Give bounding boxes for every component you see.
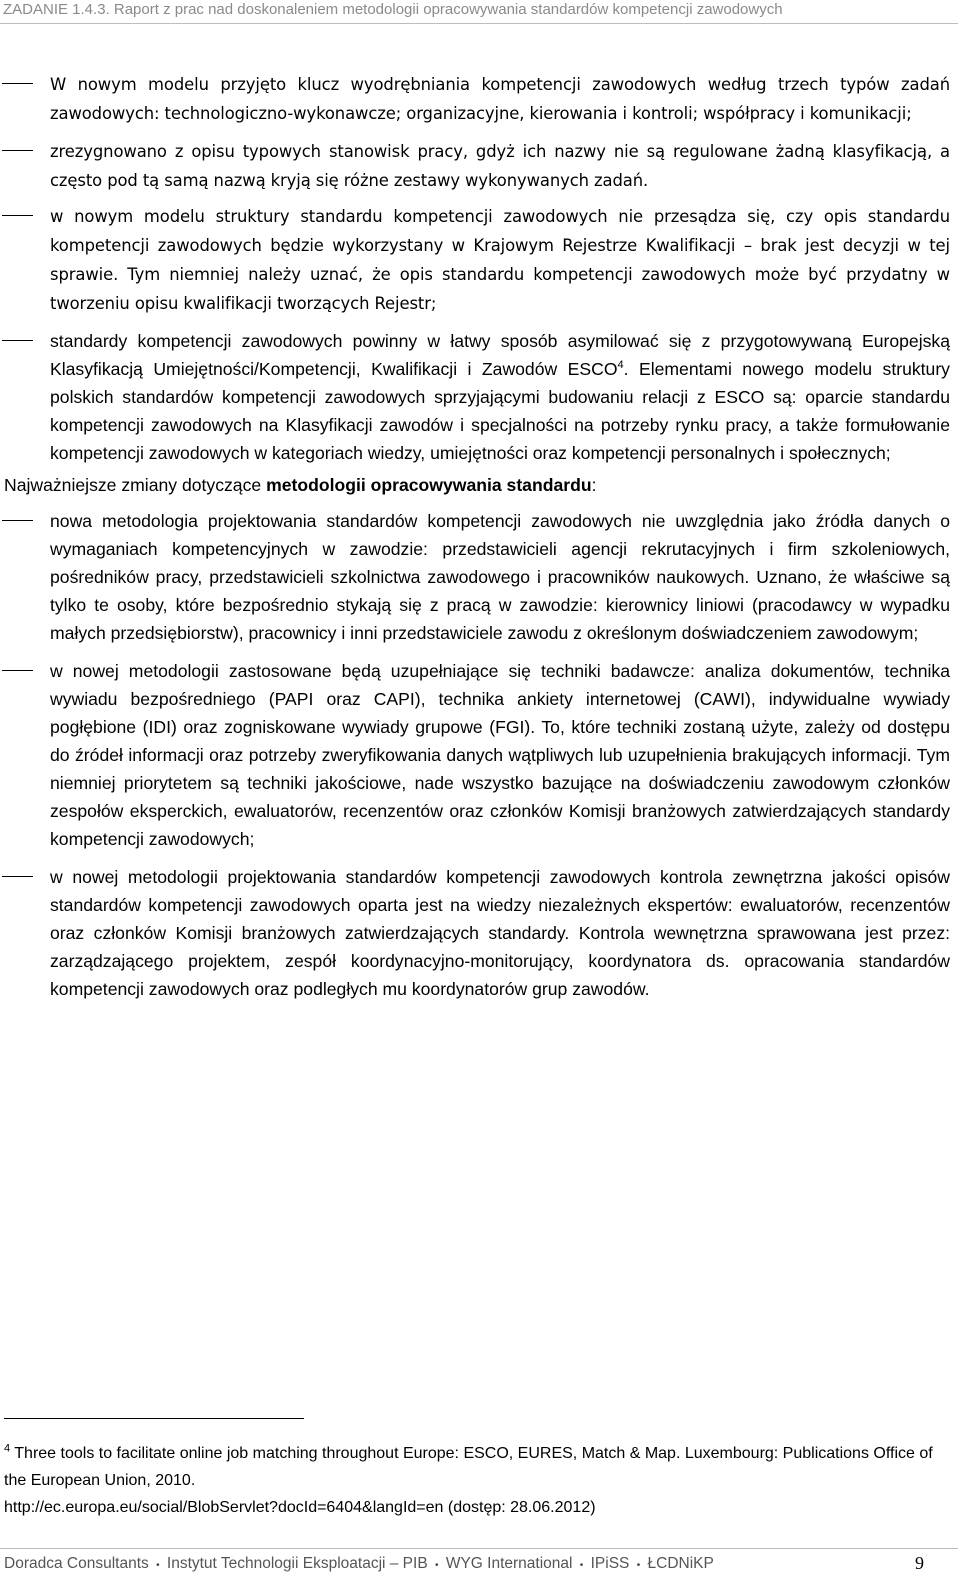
heading-suffix: : (591, 475, 597, 495)
footer-separator: • (636, 1560, 641, 1571)
list-item-text: w nowej metodologii projektowania standardów kompetencji zawodowych kontrola zewnętrzna jakości opisów standardów kompetencji zawodowych oparta jest na wiedzy niezależnych ekspertów: ewaluatorów, recenzentów oraz członków Komisji branżowych zatwierdzających standardy. Kontrola wewnętrzna sprawowana jest przez: zarządzającego projektem, zespół koordynacyjno-monitorujący, koordynatora ds. opracowania standardów kompetencji zawodowych oraz podległych mu koordynatorów grup zawodów. (50, 867, 950, 999)
footnote-url: http://ec.europa.eu/social/BlobServlet?docId=6404&langId=en (dostęp: 28.06.2012) (4, 1499, 596, 1516)
heading-bold: metodologii opracowywania standardu (266, 475, 592, 495)
list-item (0, 202, 958, 318)
page-body (0, 70, 958, 1003)
list-item (0, 70, 958, 128)
dash-bullet (2, 215, 33, 216)
dash-bullet (2, 520, 33, 521)
list-item-text: standardy kompetencji zawodowych powinny w łatwy sposób asymilować się z przygotowywaną Europejską Klasyfikacją Umiejętności/Kompetencji, Kwalifikacji i Zawodów ESCO (50, 331, 950, 379)
dash-bullet (2, 83, 33, 84)
footer-divider (0, 1548, 958, 1549)
heading-prefix: Najważniejsze zmiany dotyczące (4, 475, 267, 495)
footer-partner: Instytut Technologii Eksploatacji – PIB (166, 1555, 428, 1572)
dash-bullet (2, 150, 33, 151)
dash-bullet (2, 340, 33, 341)
footer-partner: Doradca Consultants (4, 1555, 149, 1572)
footnote (4, 1440, 954, 1521)
footnote-number: 4 (4, 1442, 11, 1455)
footnote-ref: 4 (617, 359, 624, 372)
list-item (0, 137, 958, 195)
footer-separator: • (434, 1560, 439, 1571)
footer-separator: • (579, 1560, 584, 1571)
footnote-divider (4, 1418, 304, 1419)
running-footer (4, 1555, 958, 1577)
list-item (0, 657, 958, 853)
footer-partner: WYG International (445, 1555, 573, 1572)
list-item (0, 507, 958, 647)
footnote-text: Three tools to facilitate online job matching throughout Europe: ESCO, EURES, Match & Map. Luxembourg: Publications Office of the European Union, 2010. (4, 1445, 933, 1489)
list-item-text: W nowym modelu przyjęto klucz wyodrębniania kompetencji zawodowych według trzech typów zadań zawodowych: technologiczno-wykonawcze; organizacyjne, kierowania i kontroli; współpracy i komunikacji; (50, 75, 950, 123)
header-divider (0, 23, 958, 24)
running-header (3, 0, 958, 24)
dash-bullet (2, 876, 33, 877)
dash-bullet (2, 670, 33, 671)
list-item-text: w nowej metodologii zastosowane będą uzupełniające się techniki badawcze: analiza dokumentów, technika wywiadu bezpośredniego (PAPI oraz CAPI), technika ankiety internetowej (CAWI), indywidualne wywiady pogłębione (IDI) oraz zogniskowane wywiady grupowe (FGI). To, które techniki zostaną użyte, zależy od dostępu do źródeł informacji oraz potrzeby zweryfikowania danych wątpliwych lub uzupełnienia brakujących informacji. Tym niemniej priorytetem są techniki jakościowe, nade wszystko bazujące na doświadczeniu zawodowym członków zespołów eksperckich, ewaluatorów, recenzentów oraz członków Komisji branżowych zatwierdzających standardy kompetencji zawodowych; (50, 661, 950, 849)
footer-separator: • (156, 1560, 160, 1571)
section-heading (0, 471, 958, 499)
list-item (0, 327, 958, 467)
list-item-text: nowa metodologia projektowania standardów kompetencji zawodowych nie uwzględnia jako źródła danych o wymaganiach kompetencyjnych w zawodzie: przedstawicieli agencji rekrutacyjnych i firm szkoleniowych, pośredników pracy, przedstawicieli szkolnictwa zawodowego i pracowników naukowych. Uznano, że właściwe są tylko te osoby, które bezpośrednio stykają się z pracą w zawodzie: kierownicy liniowi (pracodawcy w wypadku małych przedsiębiorstw), pracownicy i inni przedstawiciele zawodu z określonym doświadczeniem zawodowym; (50, 511, 950, 643)
list-item-text-cont: . Elementami nowego modelu struktury polskich standardów kompetencji zawodowych sprzyjającymi budowaniu relacji z ESCO są: oparcie standardu kompetencji zawodowych na Klasyfikacji zawodów i specjalności na potrzeby rynku pracy, a także formułowanie kompetencji zawodowych w kategoriach wiedzy, umiejętności oraz kompetencji personalnych i społecznych; (50, 359, 950, 463)
footer-partner: IPiSS (590, 1555, 630, 1572)
footer-partner: ŁCDNiKP (647, 1555, 714, 1572)
header-prefix: ZADANIE 1.4.3. (3, 1, 114, 18)
list-item-text: zrezygnowano z opisu typowych stanowisk pracy, gdyż ich nazwy nie są regulowane żadną klasyfikacją, a często pod tą samą nazwą kryją się różne zestawy wykonywanych zadań. (50, 142, 950, 190)
list-item (0, 863, 958, 1003)
page-number: 9 (915, 1553, 924, 1573)
list-item-text: w nowym modelu struktury standardu kompetencji zawodowych nie przesądza się, czy opis standardu kompetencji zawodowych będzie wykorzystany w Krajowym Rejestrze Kwalifikacji – brak jest decyzji w tej sprawie. Tym niemniej należy uznać, że opis standardu kompetencji zawodowych może być przydatny w tworzeniu opisu kwalifikacji tworzących Rejestr; (50, 207, 950, 313)
header-title: Raport z prac nad doskonaleniem metodologii opracowywania standardów kompetencji zawodowych (113, 1, 783, 18)
